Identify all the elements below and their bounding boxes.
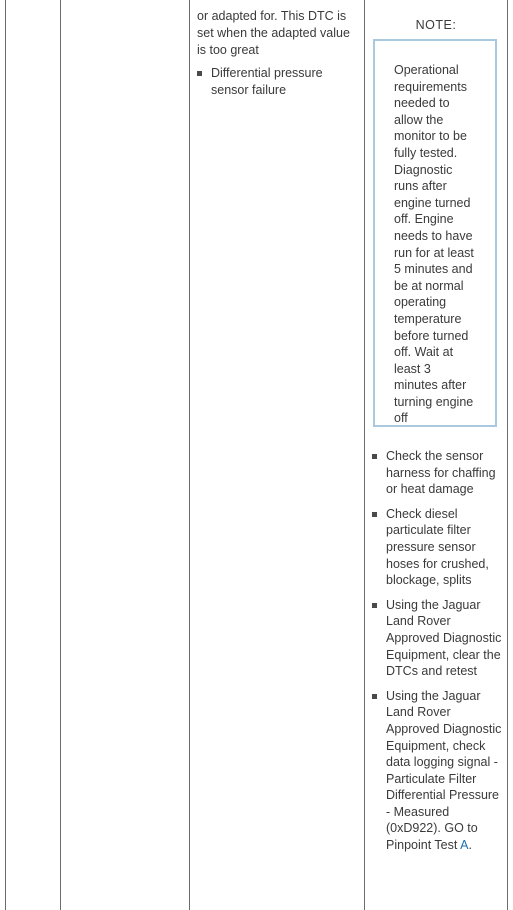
note-box xyxy=(373,39,497,427)
action-list-item: Check the sensor harness for chaffing or heat damage xyxy=(370,448,502,498)
continued-cause-text: or adapted for. This DTC is set when the adapted value is too great xyxy=(197,9,350,57)
note-text: Operational requirements needed to allow the monitor to be fully tested. Diagnostic runs after engine turned off. Engine needs to have run for at least 5 minutes and be at normal operating temperature before turned off. Wait at least 3 minutes after turning engine off xyxy=(394,63,474,426)
table-border-left xyxy=(5,0,6,910)
action-list xyxy=(370,448,502,862)
action-list-item-pinpoint xyxy=(370,688,502,854)
cause-list-item: Differential pressure sensor failure xyxy=(195,65,361,99)
action-list-item: Using the Jaguar Land Rover Approved Diagnostic Equipment, clear the DTCs and retest xyxy=(370,597,502,680)
possible-causes-cell xyxy=(195,8,361,107)
table-border-col2 xyxy=(189,0,190,910)
cause-list xyxy=(195,65,361,99)
pinpoint-test-link[interactable]: A xyxy=(460,838,469,853)
action-text: Using the Jaguar Land Rover Approved Diagnostic Equipment, check data logging signal - Particulate Filter Differential Pressure - Measured (0xD922). GO to Pinpoint Test xyxy=(386,688,502,853)
action-text-end: . xyxy=(468,838,472,853)
table-border-col3 xyxy=(364,0,365,910)
table-border-col1 xyxy=(60,0,61,910)
action-list-item: Check diesel particulate filter pressure sensor hoses for crushed, blockage, splits xyxy=(370,506,502,589)
note-title: NOTE: xyxy=(415,18,457,32)
table-border-right xyxy=(507,0,508,910)
